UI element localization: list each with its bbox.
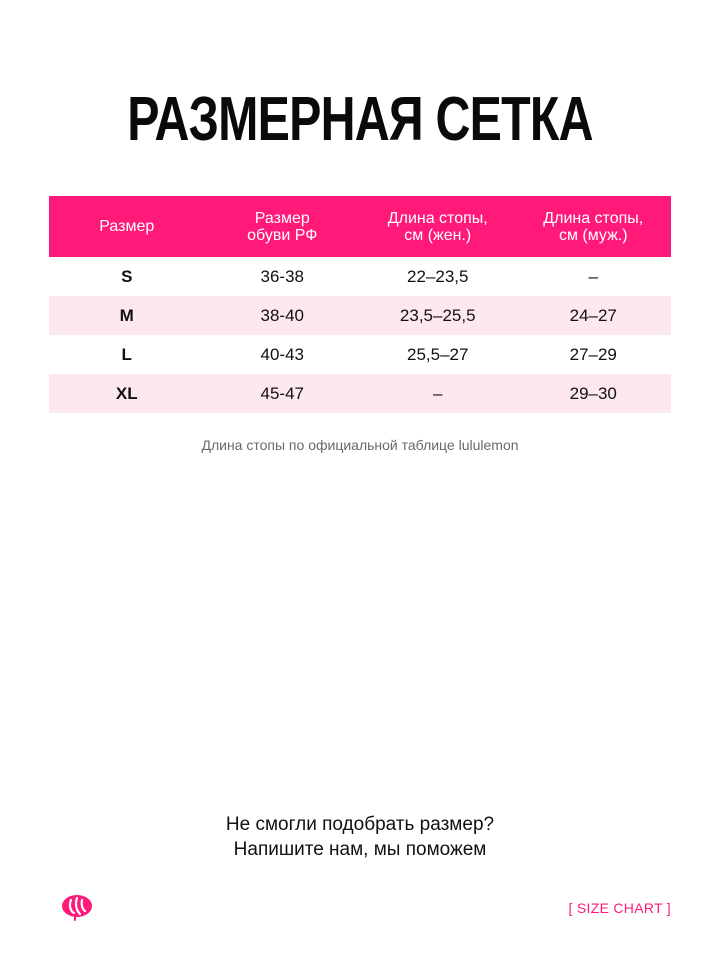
- cell-foot-women: 23,5–25,5: [399, 305, 476, 325]
- header-men-line1: Длина стопы,: [543, 209, 644, 227]
- header-shoe-size-line2: обуви РФ: [247, 226, 318, 244]
- table-row: [49, 374, 671, 413]
- table-header-row: [49, 196, 671, 257]
- size-chart-tag: [ SIZE CHART ]: [568, 900, 671, 916]
- cell-shoe-size: 36-38: [260, 266, 304, 286]
- cell-foot-women: –: [433, 383, 443, 403]
- cell-size: S: [121, 266, 133, 286]
- cell-size: L: [121, 344, 132, 364]
- cell-foot-men: 24–27: [569, 305, 617, 325]
- table-row: [49, 257, 671, 296]
- header-foot-length-men: [516, 196, 672, 257]
- header-shoe-size-line1: Размер: [254, 209, 310, 227]
- cell-foot-men: 29–30: [569, 383, 617, 403]
- help-message-line1: Не смогли подобрать размер?: [225, 814, 495, 835]
- cell-shoe-size: 45-47: [260, 383, 304, 403]
- header-shoe-size: [205, 196, 361, 257]
- header-women-line1: Длина стопы,: [387, 209, 488, 227]
- help-message: [0, 812, 720, 862]
- table-row: [49, 335, 671, 374]
- page-title: РАЗМЕРНАЯ СЕТКА: [127, 85, 593, 154]
- cell-foot-men: 27–29: [569, 344, 617, 364]
- header-size: Размер: [99, 218, 155, 235]
- header-men-line2: см (муж.): [558, 226, 628, 244]
- header-foot-length-women: [360, 196, 516, 257]
- brand-logo-icon-svg: [60, 893, 94, 921]
- cell-foot-men: –: [588, 266, 598, 286]
- cell-size: XL: [115, 383, 138, 403]
- table-row: [49, 296, 671, 335]
- size-table: [49, 196, 671, 413]
- brand-logo-icon: [60, 893, 94, 921]
- footnote: Длина стопы по официальной таблице lululemon: [201, 437, 519, 453]
- cell-foot-women: 25,5–27: [407, 344, 469, 364]
- cell-shoe-size: 40-43: [260, 344, 304, 364]
- cell-shoe-size: 38-40: [260, 305, 304, 325]
- cell-size: M: [119, 305, 134, 325]
- cell-foot-women: 22–23,5: [407, 266, 469, 286]
- help-message-line2: Напишите нам, мы поможем: [233, 839, 487, 860]
- header-women-line2: см (жен.): [404, 226, 472, 244]
